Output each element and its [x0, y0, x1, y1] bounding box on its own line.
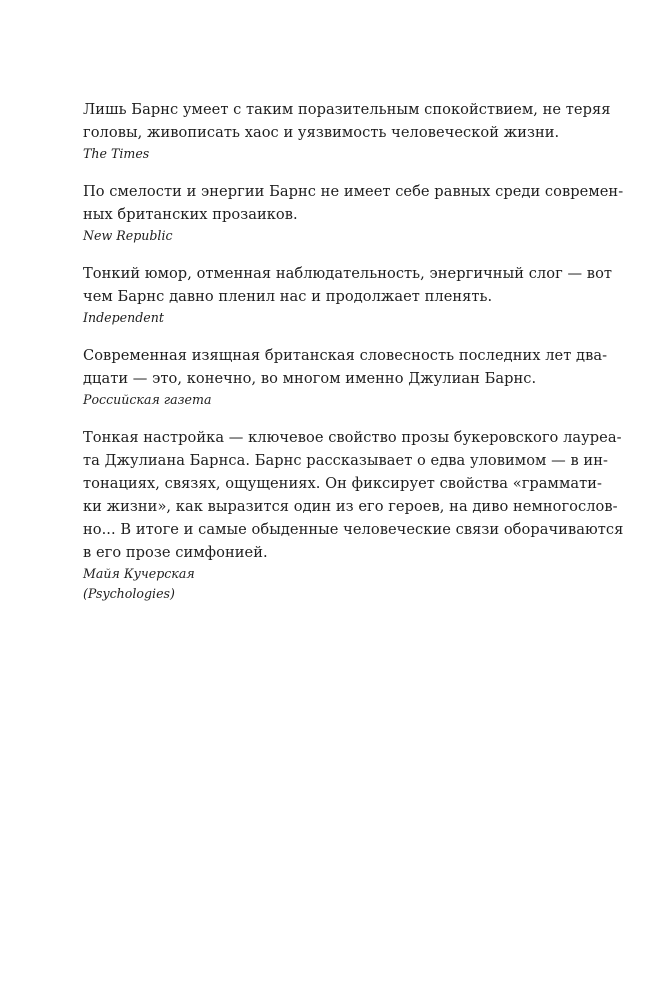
quote-source	[83, 308, 578, 328]
quote-text	[83, 262, 613, 308]
quote-source-line: Independent	[83, 310, 164, 325]
quote-source-line: New Republic	[83, 228, 173, 243]
quote-line: та Джулиана Барнса. Барнс рассказывает о едва уловимом — в ин-	[83, 452, 608, 469]
quote-text	[83, 98, 611, 144]
quote-source	[83, 564, 578, 604]
quote-line: Тонкая настройка — ключевое свойство прозы букеровского лауреа-	[83, 429, 622, 446]
review-quote	[83, 426, 624, 604]
quote-line: Лишь Барнс умеет с таким поразительным спокойствием, не теряя	[83, 101, 611, 118]
quote-source-line: (Psychologies)	[83, 586, 175, 601]
quote-source-line: The Times	[83, 146, 150, 161]
quote-source	[83, 226, 578, 246]
quote-line: ных британских прозаиков.	[83, 206, 298, 223]
quote-text	[83, 426, 624, 564]
quote-line: но... В итоге и самые обыденные человеческие связи оборачиваются	[83, 521, 624, 538]
review-quotes-list	[83, 98, 624, 620]
quote-line: По смелости и энергии Барнс не имеет себе равных среди современ-	[83, 183, 624, 200]
review-quote	[83, 180, 624, 246]
quote-line: головы, живописать хаос и уязвимость человеческой жизни.	[83, 124, 560, 141]
quote-line: Современная изящная британская словесность последних лет два-	[83, 347, 608, 364]
quote-source-line: Российская газета	[83, 392, 212, 407]
quote-text	[83, 344, 608, 390]
quote-source	[83, 390, 578, 410]
review-quote	[83, 262, 613, 328]
quote-text	[83, 180, 624, 226]
quote-line: тонациях, связях, ощущениях. Он фиксирует свойства «граммати-	[83, 475, 602, 492]
quote-line: в его прозе симфонией.	[83, 544, 268, 561]
quote-source	[83, 144, 578, 164]
quote-line: Тонкий юмор, отменная наблюдательность, энергичный слог — вот	[83, 265, 613, 282]
quote-line: чем Барнс давно пленил нас и продолжает пленять.	[83, 288, 493, 305]
quote-line: ки жизни», как выразится один из его героев, на диво немногослов-	[83, 498, 618, 515]
review-quote	[83, 344, 608, 410]
quote-source-line: Майя Кучерская	[83, 566, 195, 581]
review-quote	[83, 98, 611, 164]
quote-line: дцати — это, конечно, во многом именно Джулиан Барнс.	[83, 370, 537, 387]
